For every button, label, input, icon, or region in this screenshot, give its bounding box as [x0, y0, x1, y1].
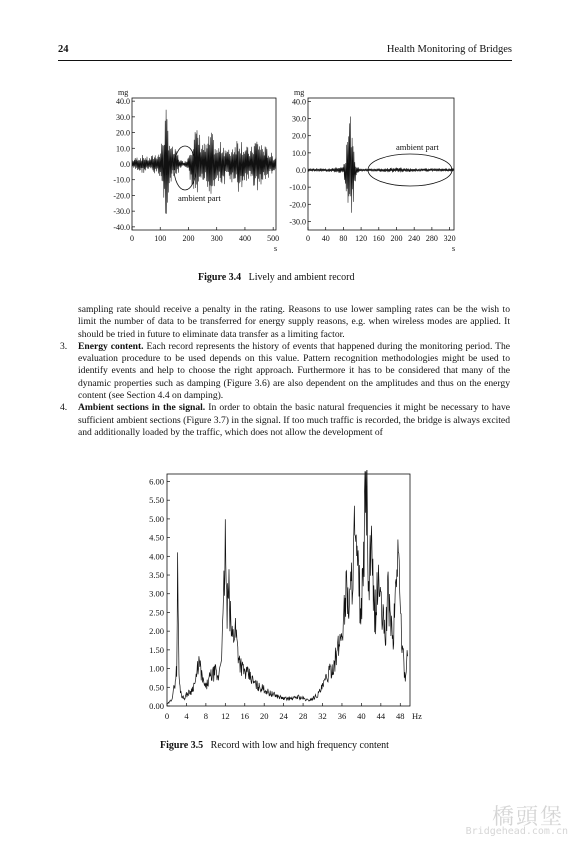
x-tick-label: 100 — [154, 234, 167, 243]
figure-3-4-right-chart — [280, 84, 465, 256]
figure-3-5-label: Figure 3.5 — [160, 740, 204, 751]
y-tick-label: -40.0 — [113, 222, 130, 232]
figure-3-4-caption-text: Lively and ambient record — [248, 272, 355, 283]
y-tick-label: 2.50 — [149, 607, 164, 618]
x-tick-label: 120 — [355, 234, 368, 243]
y-tick-label: 6.00 — [149, 476, 164, 487]
x-tick-label: 80 — [339, 234, 348, 243]
figure-3-4-left-chart — [100, 84, 285, 256]
figure-3-4-caption — [198, 272, 354, 283]
running-title: Health Monitoring of Bridges — [386, 44, 512, 55]
y-tick-label: -20.0 — [289, 200, 306, 210]
x-tick-label: 200 — [390, 234, 403, 243]
x-tick-label: 300 — [210, 234, 223, 243]
page-number: 24 — [58, 44, 69, 55]
y-tick-label: -10.0 — [289, 183, 306, 193]
x-tick-label: 0 — [164, 711, 170, 721]
x-tick-label: 28 — [298, 711, 308, 721]
y-tick-label: 30.0 — [292, 114, 306, 124]
list-item-3-text: Each record represents the history of events that happened during the monitoring period. The evaluation procedure to be used depends on this value. Pattern recognition methodologies might be used to identify events and help to choose the right approach. Furthermore it has to be considered that many of the dynamic properties such as damping (Figure 3.6) are also dependent on the amplitudes and thus on the energy content (see Section 4.4 on damping). — [78, 340, 511, 402]
y-axis-unit-label: mg — [294, 88, 305, 97]
x-tick-label: 320 — [443, 234, 456, 243]
y-tick-label: -30.0 — [113, 207, 130, 217]
spectrum-trace — [167, 470, 408, 704]
signal-trace — [308, 117, 454, 213]
y-tick-label: 2.00 — [149, 626, 164, 637]
x-tick-label: 0 — [306, 234, 310, 243]
list-item-4 — [60, 402, 510, 439]
list-item-3-number: 3. — [60, 340, 68, 352]
plot-frame — [308, 98, 454, 230]
y-tick-label: 5.00 — [149, 513, 164, 524]
y-tick-label: 0.00 — [149, 701, 164, 711]
x-tick-label: 40 — [357, 711, 366, 721]
y-tick-label: -20.0 — [113, 191, 130, 201]
x-tick-label: 280 — [425, 234, 438, 243]
x-tick-label: 200 — [182, 234, 195, 243]
y-tick-label: 30.0 — [116, 112, 130, 122]
x-axis-unit-label: Hz — [412, 711, 422, 721]
list-item-4-text: In order to obtain the basic natural frequencies it might be necessary to have sufficient ambient sections (Figure 3.7) in the signal. If too much traffic is recorded, the bridge is always excited and additionally loaded by the traffic, which does not allow the development of — [78, 402, 510, 438]
y-tick-label: 20.0 — [292, 131, 306, 141]
ambient-part-annotation: ambient part — [396, 142, 439, 152]
y-tick-label: 3.00 — [149, 588, 164, 599]
y-tick-label: 4.50 — [149, 532, 164, 543]
y-tick-label: 3.50 — [149, 570, 164, 581]
y-tick-label: 40.0 — [292, 97, 306, 107]
figure-3-5-caption-text: Record with low and high frequency content — [210, 740, 389, 751]
x-tick-label: 44 — [376, 711, 386, 721]
list-item-3 — [60, 340, 511, 402]
y-tick-label: 5.50 — [149, 495, 164, 506]
figure-3-5-caption — [160, 740, 389, 751]
x-tick-label: 4 — [184, 711, 189, 721]
page-header — [58, 44, 512, 60]
figure-3-4-label: Figure 3.4 — [198, 272, 242, 283]
x-tick-label: 36 — [337, 711, 347, 721]
y-tick-label: 4.00 — [149, 551, 164, 562]
x-tick-label: 16 — [240, 711, 250, 721]
x-tick-label: 160 — [372, 234, 385, 243]
x-tick-label: 500 — [267, 234, 280, 243]
header-rule — [58, 60, 512, 61]
x-tick-label: 0 — [130, 234, 134, 243]
y-tick-label: -10.0 — [113, 175, 130, 185]
figure-3-5-chart — [130, 470, 430, 728]
body-text — [60, 304, 511, 439]
intro-paragraph: sampling rate should receive a penalty in the rating. Reasons to use lower sampling rates can be the wish to limit the number of data to be transferred for energy supply reasons, e.g. when wireless modes are applied. It should be tried in future to eliminate data transfer as a limiting factor. — [78, 304, 510, 340]
y-tick-label: 20.0 — [116, 128, 130, 138]
x-axis-unit-label: s — [452, 244, 456, 253]
x-tick-label: 24 — [279, 711, 288, 721]
x-tick-label: 400 — [238, 234, 251, 243]
y-tick-label: 0.50 — [149, 682, 164, 693]
x-axis-unit-label: s — [274, 244, 278, 253]
x-tick-label: 32 — [318, 711, 327, 721]
x-tick-label: 8 — [203, 711, 209, 721]
x-tick-label: 240 — [408, 234, 421, 243]
watermark-logo: 橋頭堡 Bridgehead.com.cn — [465, 805, 568, 837]
y-tick-label: -30.0 — [289, 217, 306, 227]
y-tick-label: 10.0 — [116, 144, 130, 154]
x-tick-label: 48 — [396, 711, 405, 721]
y-tick-label: 10.0 — [292, 148, 306, 158]
y-tick-label: 0.0 — [296, 166, 306, 175]
x-tick-label: 20 — [259, 711, 269, 721]
list-item-4-title: Ambient sections in the signal. — [78, 402, 206, 414]
ambient-part-annotation: ambient part — [178, 193, 221, 203]
y-tick-label: 0.0 — [120, 160, 130, 169]
y-tick-label: 1.50 — [149, 644, 164, 655]
list-item-4-number: 4. — [60, 402, 68, 414]
list-item-3-title: Energy content. — [78, 340, 144, 352]
y-axis-unit-label: mg — [118, 88, 129, 97]
y-tick-label: 1.00 — [149, 663, 164, 674]
x-tick-label: 40 — [321, 234, 330, 243]
y-tick-label: 40.0 — [116, 97, 130, 107]
x-tick-label: 12 — [221, 711, 230, 721]
